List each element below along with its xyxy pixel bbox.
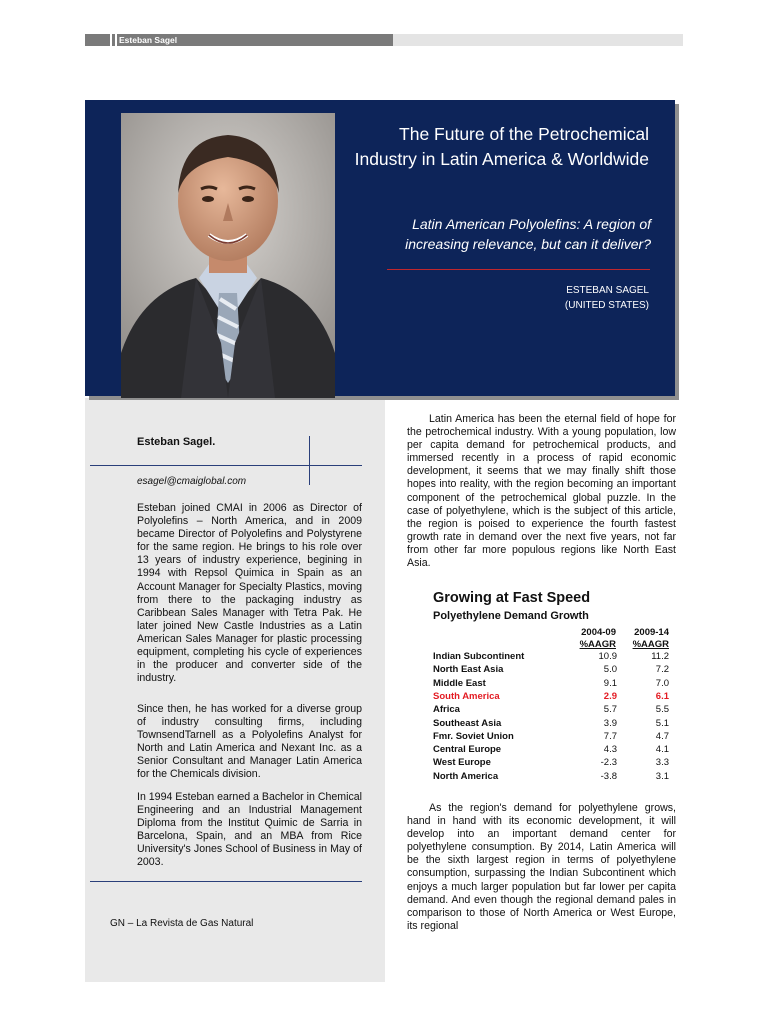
footer-publication: GN – La Revista de Gas Natural (110, 918, 254, 929)
running-header-dark-segment (85, 34, 393, 46)
table-row (433, 651, 669, 664)
running-header-bar (85, 34, 683, 46)
row-value-2009-14: 3.1 (655, 770, 669, 782)
article-subtitle: Latin American Polyolefins: A region of increasing relevance, but can it deliver? (405, 216, 651, 252)
bio-divider-vertical (309, 436, 310, 485)
banner-author-name: ESTEBAN SAGEL (566, 285, 649, 296)
article-paragraph: Latin America has been the eternal field of hope for the petrochemical industry. With a young population, low per capita demand for petrochemical products, and immersed recently in a process of rapid economic development, it seems that we may finally shift those hopes into reality, with the region becoming an important component of the petrochemical global puzzle. In the case of polyethylene, which is the subject of this article, the region is poised to experience the fourth fastest growth rate in demand over the next five years, not far from other far more populous regions like North East Asia. (407, 413, 676, 570)
row-region: Southeast Asia (433, 717, 502, 729)
table-row (433, 704, 669, 717)
row-value-2004-09: 5.7 (603, 704, 617, 716)
row-value-2009-14: 7.2 (655, 664, 669, 676)
banner-divider (387, 269, 650, 270)
author-photo (121, 113, 335, 398)
row-value-2009-14: 5.5 (655, 704, 669, 716)
row-value-2009-14: 5.1 (655, 717, 669, 729)
row-region: Fmr. Soviet Union (433, 730, 514, 742)
row-value-2004-09: 9.1 (603, 677, 617, 689)
bio-paragraph: Esteban joined CMAI in 2006 as Director of Polyolefins – North America, and in 2009 became Director of Polyolefins and Polystyrene for the same region. He brings to his role over 13 years of industry experience, begining in 1994 with Repsol Quimica in Spain as an Account Manager for Specialty Plastics, moving from there to the packaging industry as Caribbean Sales Manager with Tetra Pak. He later joined New Castle Industries as a Latin American Sales Manager for plastic processing equipment, completing his cycle of experiences in the producer and converter side of the industry. (137, 502, 362, 685)
row-value-2004-09: -3.8 (600, 770, 617, 782)
row-region: West Europe (433, 757, 491, 769)
bio-divider-top (90, 465, 362, 466)
header-tick-mark (110, 34, 112, 46)
bio-divider-bottom (90, 881, 362, 882)
column-period: 2009-14 (634, 627, 669, 638)
header-tick-mark (115, 34, 117, 46)
row-region: Africa (433, 704, 460, 716)
table-row (433, 691, 669, 704)
bio-email: esagel@cmaiglobal.com (137, 476, 247, 487)
table-row (433, 744, 669, 757)
row-region: South America (433, 690, 500, 702)
column-period: 2004-09 (581, 627, 616, 638)
table-row (433, 664, 669, 677)
row-value-2004-09: 4.3 (603, 744, 617, 756)
row-value-2004-09: 7.7 (603, 730, 617, 742)
table-row (433, 757, 669, 770)
table-subtitle: Polyethylene Demand Growth (433, 610, 589, 622)
author-portrait-illustration (121, 113, 335, 398)
row-value-2009-14: 6.1 (655, 690, 669, 702)
row-value-2004-09: 2.9 (603, 690, 617, 702)
row-value-2009-14: 7.0 (655, 677, 669, 689)
table-row (433, 731, 669, 744)
row-value-2009-14: 3.3 (655, 757, 669, 769)
table-row (433, 771, 669, 784)
row-value-2009-14: 11.2 (651, 651, 669, 662)
row-region: Indian Subcontinent (433, 651, 525, 662)
table-row (433, 718, 669, 731)
table-column-header (580, 627, 616, 651)
row-value-2004-09: 5.0 (603, 664, 617, 676)
row-value-2009-14: 4.7 (655, 730, 669, 742)
row-region: North America (433, 770, 499, 782)
row-region: Middle East (433, 677, 486, 689)
row-value-2009-14: 4.1 (655, 744, 669, 756)
bio-name: Esteban Sagel. (137, 436, 216, 448)
row-region: North East Asia (433, 664, 504, 676)
banner-author-country: (UNITED STATES) (564, 300, 649, 311)
row-value-2004-09: 10.9 (598, 651, 617, 662)
column-unit: %AAGR (579, 639, 616, 650)
row-value-2004-09: -2.3 (600, 757, 617, 769)
bio-paragraph: In 1994 Esteban earned a Bachelor in Chemical Engineering and an Industrial Management Diploma from the Institut Quimic de Sarria in Barcelona, Spain, and an MBA from Rice University's Jones School of Business in May of 2003. (137, 791, 362, 869)
row-value-2004-09: 3.9 (603, 717, 617, 729)
row-region: Central Europe (433, 744, 502, 756)
banner-author (565, 283, 649, 313)
article-title: The Future of the Petrochemical Industry in Latin America & Worldwide (354, 124, 649, 169)
running-header-author: Esteban Sagel (119, 35, 178, 45)
article-paragraph: As the region's demand for polyethylene grows, hand in hand with its economic development, it will develop into an important demand center for polyethylene consumption. By 2014, Latin America will be the sixth largest region in terms of polyethylene consumption, surpassing the Indian Subcontinent which enjoys a much larger population but far lower per capita demand. And even though the regional demand pales in comparison to those of North America or West Europe, its regional (407, 802, 676, 932)
column-unit: %AAGR (632, 639, 669, 650)
table-row (433, 678, 669, 691)
bio-paragraph: Since then, he has worked for a diverse group of industry consulting firms, including TownsendTarnell as a Polyolefins Analyst for North and Latin America and Nexant Inc. as a Senior Consultant and Manager Latin America for the Chemicals division. (137, 703, 362, 781)
table-title: Growing at Fast Speed (433, 590, 591, 606)
table-column-header (633, 627, 669, 651)
